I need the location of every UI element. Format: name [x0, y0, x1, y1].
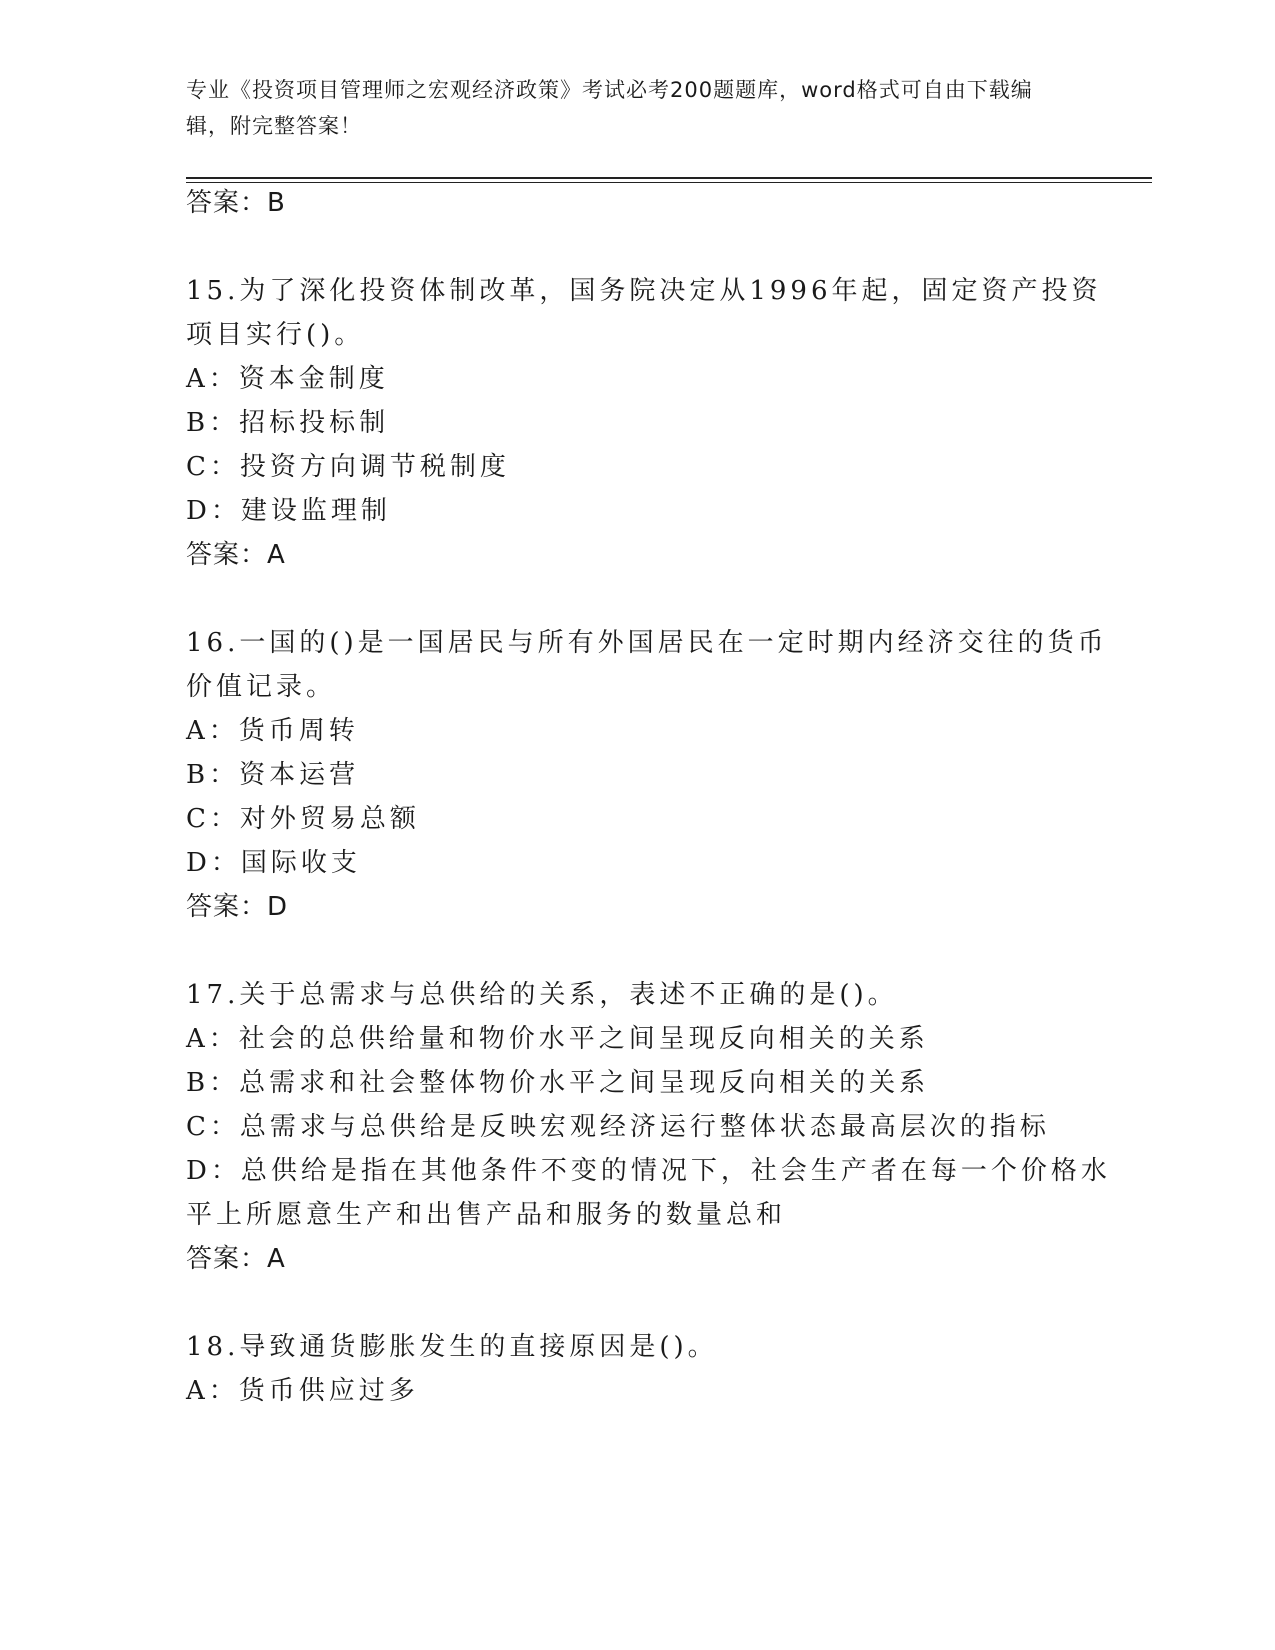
question-15-text-cont: 项目实行()。: [186, 320, 365, 350]
question-17-text: 17.关于总需求与总供给的关系，表述不正确的是()。: [186, 980, 898, 1010]
document-header: 专业《投资项目管理师之宏观经济政策》考试必考200题题库，word格式可自由下载编辑，附完整答案！: [186, 78, 1033, 138]
question-17-option-b: B：总需求和社会整体物价水平之间呈现反向相关的关系: [186, 1068, 930, 1098]
question-15-text: 15.为了深化投资体制改革，国务院决定从1996年起，固定资产投资: [186, 276, 1102, 306]
question-16-text: 16.一国的()是一国居民与所有外国居民在一定时期内经济交往的货币: [186, 628, 1108, 658]
answer-label: 答案：B: [186, 188, 286, 218]
question-17-option-a: A：社会的总供给量和物价水平之间呈现反向相关的关系: [186, 1024, 929, 1054]
question-16-text-cont: 价值记录。: [186, 672, 337, 702]
question-17-answer: 答案：A: [186, 1244, 286, 1274]
question-16-answer: 答案：D: [186, 892, 289, 922]
question-16-option-b: B：资本运营: [186, 760, 360, 790]
question-15-option-d: D：建设监理制: [186, 496, 391, 526]
question-15-option-b: B：招标投标制: [186, 408, 390, 438]
header-divider: [186, 177, 1152, 183]
question-17-option-c: C：总需求与总供给是反映宏观经济运行整体状态最高层次的指标: [186, 1112, 1050, 1142]
question-17-option-d: D：总供给是指在其他条件不变的情况下，社会生产者在每一个价格水: [186, 1156, 1111, 1186]
question-15-answer: 答案：A: [186, 540, 286, 570]
question-16-option-a: A：货币周转: [186, 716, 359, 746]
question-16-option-d: D：国际收支: [186, 848, 361, 878]
question-18-option-a: A：货币供应过多: [186, 1376, 419, 1406]
question-16-option-c: C：对外贸易总额: [186, 804, 420, 834]
question-15-option-a: A：资本金制度: [186, 364, 389, 394]
question-17-option-d-cont: 平上所愿意生产和出售产品和服务的数量总和: [186, 1200, 787, 1230]
question-15-option-c: C：投资方向调节税制度: [186, 452, 510, 482]
question-18-text: 18.导致通货膨胀发生的直接原因是()。: [186, 1332, 718, 1362]
